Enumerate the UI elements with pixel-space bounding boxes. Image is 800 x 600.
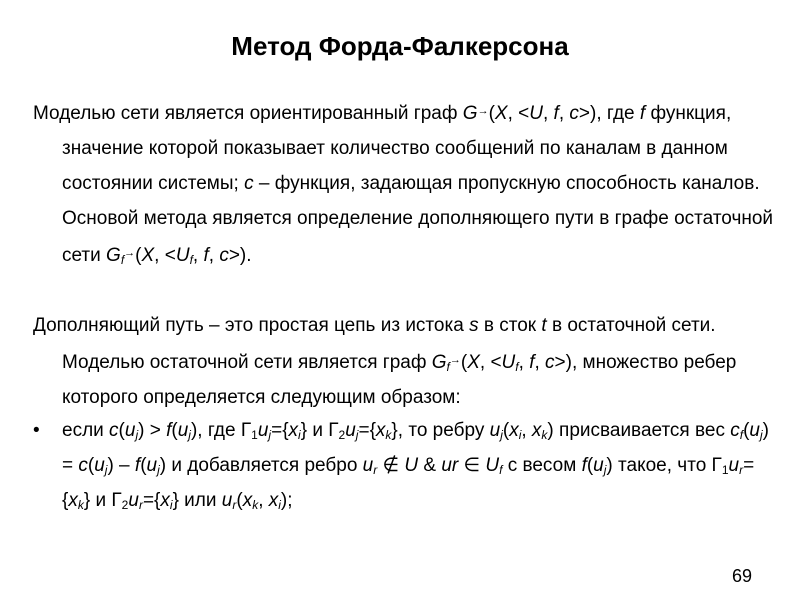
bullet-marker: • bbox=[33, 420, 40, 441]
paragraph-network-model: Моделью сети является ориентированный граф G→(X, <U, f, c>), где f функция, значение которой показывает количество сообщений по каналам в данном состоянии системы; c – функция, задающая пропускную способность каналов. Основой метода является определение дополняющего пути в графе остаточной сети $G_f^\to(X$, $<U_f$, f, c>). bbox=[33, 103, 774, 267]
bullet-item-edge-rule: если $c(u_j) > f(u_j)$, где $Г_1u_j=\{x_i\}$ и $Г_2u_j=\{x_k\}$, то ребру $u_j(x_i$, $x_k$) присваивается вес $c_f(u_j) = c(u_j) - f(u_j)$ и добавляется ребро $u_r$ ∉ U & ur ∈ $U_f$ с весом $f(u_j)$ такое, что $Г_1u_r=\{x_k\}$ и $Г_2u_r=\{x_i\}$ или $u_r(x_k$, $x_i$); bbox=[62, 420, 769, 512]
slide-title: Метод Форда-Фалкерсона bbox=[231, 31, 569, 61]
page-number: 69 bbox=[731, 566, 752, 586]
paragraph-augmenting-path: Дополняющий путь – это простая цепь из истока s в сток t в остаточной сети. Моделью остаточной сети является граф $G_f^\to(X$, $<U_f$, f, c>), множество ребер которого определяется следующим образом: bbox=[33, 315, 737, 408]
